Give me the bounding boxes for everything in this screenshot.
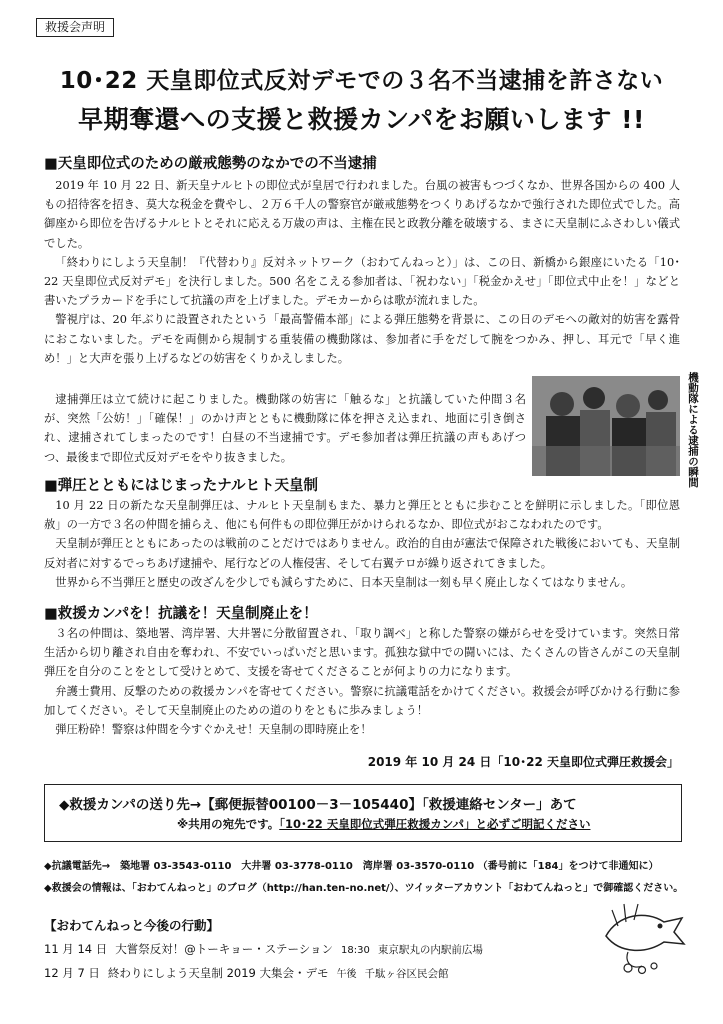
action-place: 千駄ヶ谷区民会館 <box>364 968 449 980</box>
section1-heading: ■天皇即位式のための厳戒態勢のなかでの不当逮捕 <box>44 156 377 172</box>
action-title: 終わりにしよう天皇制 2019 大集会・デモ <box>107 966 329 980</box>
section2-paragraph: 10 月 22 日の新たな天皇制弾圧は、ナルヒト天皇制もまた、暴力と弾圧とともに歩むことを鮮明に示しました。「即位恩赦」の一方で３名の仲間を捕らえ、他にも何件もの即位弾圧がかけられるなか、即位式がおこなわれたのです。 <box>44 499 680 532</box>
section1-body <box>44 176 680 368</box>
action-date: 11 月 14 日 <box>44 942 108 956</box>
section1-paragraph: 警視庁は、20 年ぶりに設置されたという「最高警備本部」による弾圧態勢を背景に、この日のデモへの敵対的妨害を露骨におこないました。デモを両側から規制する重装備の機動隊は、参加者に手をだして腕をつかみ、押し、耳元で「早く進め！」と大声を張り上げるなどの妨害をくりかえしました。 <box>44 313 680 365</box>
main-title: 10･22 天皇即位式反対デモでの３名不当逮捕を許さない <box>59 68 664 94</box>
section1-paragraph: 「終わりにしよう天皇制！『代替わり』反対ネットワーク（おわてんねっと）」は、この日、新橋から銀座にいたる「10･22 天皇即位式反対デモ」を決行しました。500 名をこえる参加者は、「祝わない」「税金かえせ」「即位式中止を！」などと書いたプラカードを手にして抗議の声を上げました。デモカーからは歌が流れました。 <box>44 255 680 308</box>
section3-paragraph: ３名の仲間は、築地署、湾岸署、大井署に分散留置され、「取り調べ」と称した警察の嫌がらせを受けています。突然日常生活から切り離され自由を奪われ、不安でいっぱいだと思います。孤独な獄中での闘いには、たくさんの皆さんがこの天皇制弾圧を自分のことをとして受けとめて、支援を寄せてくださることが何よりの力になります。 <box>44 627 680 679</box>
donation-note-memo: 「10･22 天皇即位式弾圧救援カンパ」と必ずご明記ください <box>279 817 591 831</box>
section3-paragraph: 弁護士費用、反撃のための救援カンパを寄せてください。警察に抗議電話をかけてください。救援会が呼びかける行動に参加してください。そして天皇制廃止のための道のりをともに歩みましょう！ <box>44 684 680 717</box>
section2-paragraph: 世界から不当弾圧と歴史の改ざんを少しでも減らすために、日本天皇制は一刻も早く廃止しなくてはなりません。 <box>55 575 633 589</box>
section1-body-wrapped <box>44 390 526 467</box>
action-title: 大嘗祭反対！@トーキョー・ステーション <box>115 942 334 956</box>
section1-paragraph: 2019 年 10 月 22 日、新天皇ナルヒトの即位式が皇居で行われました。台風の被害もつづくなか、世界各国からの 400 人もの招待客を招き、莫大な税金を費やし、２万６千人の警察官が厳戒態勢をつくりあげるなかで強行された即位式でした。高御座から即位を告げるナルヒトとそれに応える万歳の声は、主権在民と政教分離を破壊する、まさに天皇制にふさわしい儀式でした。 <box>44 179 680 250</box>
action-date: 12 月 7 日 <box>44 966 100 980</box>
donation-box <box>44 784 682 842</box>
action-item <box>44 965 457 981</box>
donation-note-prefix: ※共用の宛先です。 <box>177 817 280 831</box>
actions-heading: 【おわてんねっと今後の行動】 <box>44 918 220 933</box>
section1-paragraph: 逮捕弾圧は立て続けに起こりました。機動隊の妨害に「触るな」と抗議していた仲間３名が、突然「公妨！」「確保！」のかけ声とともに機動隊に体を押さえ込まれ、地面に引き倒され、逮捕されてしまったのです！白昼の不当逮捕です。デモ参加者は弾圧抗議の声もあげつつ、最後まで即位式反対デモをやり抜きました。 <box>44 393 526 464</box>
section3-body <box>44 624 680 739</box>
arrest-photo <box>532 376 680 476</box>
action-time: 午後 <box>336 969 357 980</box>
action-time: 18:30 <box>341 945 370 956</box>
action-item <box>44 941 491 957</box>
protest-phone-contacts: ◆抗議電話先→ 築地署 03-3543-0110 大井署 03-3778-0110 湾岸署 03-3570-0110 （番号前に「184」をつけて非通知に） <box>44 861 659 872</box>
section2-heading: ■弾圧とともにはじまったナルヒト天皇制 <box>44 478 318 494</box>
section2-paragraph: 天皇制が弾圧とともにあったのは戦前のことだけではありません。政治的自由が憲法で保障された戦後においても、天皇制反対者に対するでっちあげ逮捕や、尾行などの人権侵害、そして右翼テロが繰り返されてきました。 <box>44 537 680 570</box>
donation-address: ◆救援カンパの送り先→【郵便振替00100－3－105440】「救援連絡センター」あて <box>59 797 577 813</box>
statement-tag: 救援会声明 <box>36 18 114 37</box>
section3-paragraph: 弾圧粉砕！警察は仲間を今すぐかえせ！天皇制の即時廃止を！ <box>55 723 372 737</box>
info-sources: ◆救援会の情報は、「おわてんねっと」のブログ（http://han.ten-no.net/）、ツイッターアカウント「おわてんねっと」で御確認ください。 <box>44 883 684 894</box>
sub-title: 早期奪還への支援と救援カンパをお願いします !! <box>78 105 645 134</box>
donation-note <box>177 816 590 832</box>
section3-heading: ■救援カンパを！抗議を！天皇制廃止を！ <box>44 606 318 622</box>
section2-body <box>44 496 680 592</box>
signature: 2019 年 10 月 24 日「10･22 天皇即位式弾圧救援会」 <box>367 755 679 769</box>
action-place: 東京駅丸の内駅前広場 <box>377 944 483 956</box>
mascot-illustration <box>598 896 688 980</box>
photo-caption: 機動隊による逮捕の瞬間 <box>687 372 699 488</box>
